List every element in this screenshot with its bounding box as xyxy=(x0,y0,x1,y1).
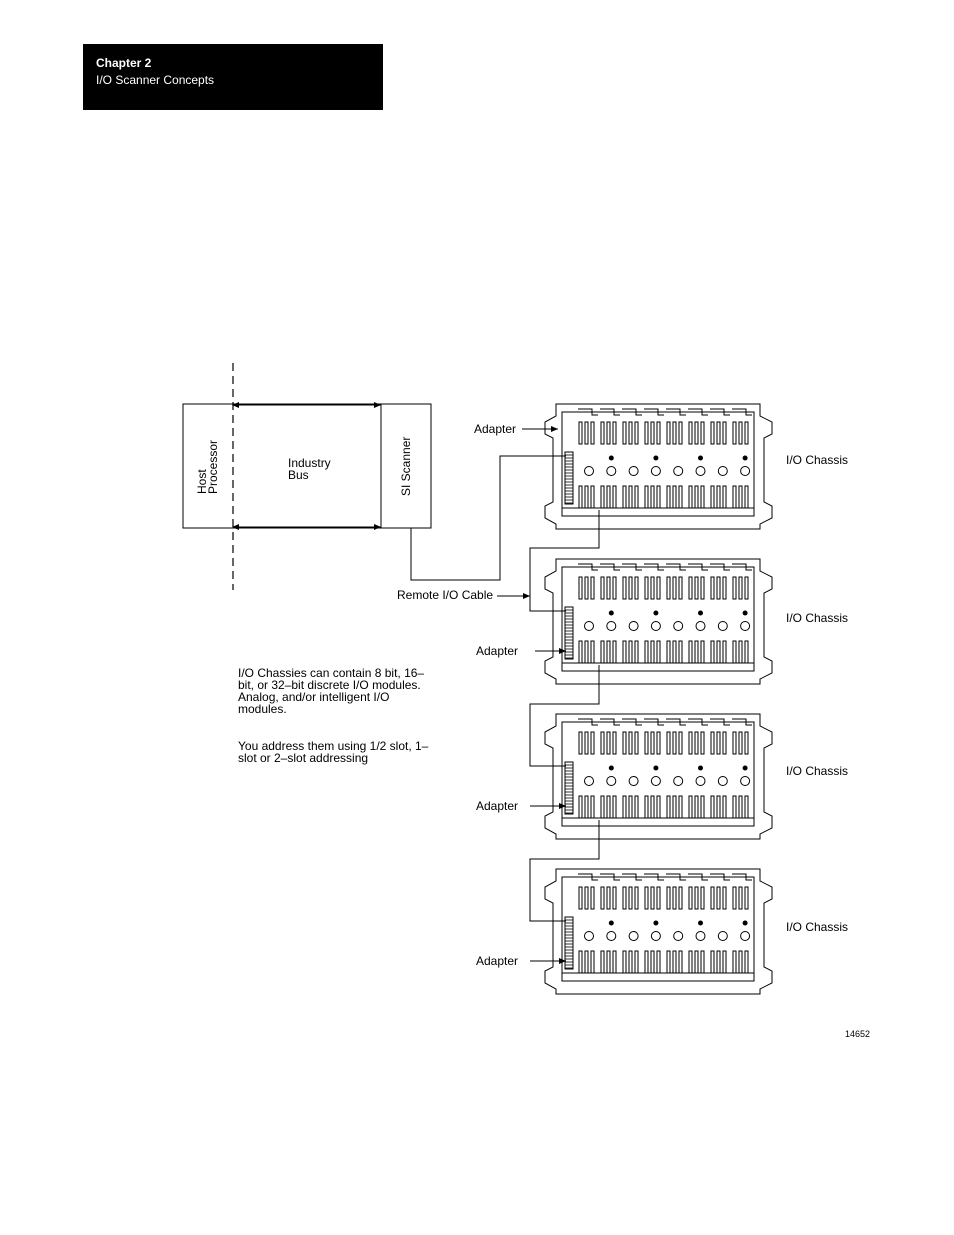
module-top-fin xyxy=(717,577,720,599)
module-top-fin xyxy=(613,887,616,909)
chapter-number: Chapter 2 xyxy=(96,56,152,70)
module-top-fin xyxy=(579,422,582,444)
module-top-fin xyxy=(667,422,670,444)
module-top-fin xyxy=(585,887,588,909)
module-top-fin xyxy=(739,887,742,909)
module-bottom-fin xyxy=(723,796,726,818)
module-indicator-dot xyxy=(698,766,703,771)
module-top-fin xyxy=(701,732,704,754)
module-bottom-fin xyxy=(717,951,720,973)
module-indicator-ring xyxy=(651,622,660,631)
module-bottom-fin xyxy=(645,641,648,663)
module-top-fin xyxy=(623,422,626,444)
module-top-fin xyxy=(701,887,704,909)
module-top-fin xyxy=(695,887,698,909)
module-bottom-fin xyxy=(717,641,720,663)
module-top-fin xyxy=(579,577,582,599)
module-top-fin xyxy=(689,577,692,599)
module-bottom-fin xyxy=(651,951,654,973)
module-top-fin xyxy=(733,422,736,444)
module-indicator-ring xyxy=(696,622,705,631)
processor-label: Processor xyxy=(206,439,220,494)
module-top-fin xyxy=(635,422,638,444)
module-bottom-fin xyxy=(635,641,638,663)
module-indicator-dot xyxy=(653,766,658,771)
module-top-fin xyxy=(657,887,660,909)
module-top-fin xyxy=(711,887,714,909)
module-top-fin xyxy=(591,887,594,909)
module-indicator-ring xyxy=(629,467,638,476)
module-indicator-ring xyxy=(607,932,616,941)
module-bottom-fin xyxy=(635,951,638,973)
module-bottom-fin xyxy=(591,951,594,973)
module-top-fin xyxy=(701,422,704,444)
adapter-label-4: Adapter xyxy=(476,954,519,968)
module-bottom-fin xyxy=(613,486,616,508)
module-bottom-fin xyxy=(711,641,714,663)
module-bottom-fin xyxy=(673,486,676,508)
module-bottom-fin xyxy=(585,641,588,663)
module-top-fin xyxy=(717,422,720,444)
module-top-fin xyxy=(645,887,648,909)
module-bottom-fin xyxy=(739,796,742,818)
module-top-fin xyxy=(601,577,604,599)
module-top-fin xyxy=(723,422,726,444)
module-bottom-fin xyxy=(607,641,610,663)
module-bottom-fin xyxy=(733,486,736,508)
module-bottom-fin xyxy=(623,641,626,663)
io-chassis-label-1: I/O Chassis xyxy=(786,453,849,467)
module-bottom-fin xyxy=(579,641,582,663)
io-chassis-label-2: I/O Chassis xyxy=(786,611,849,625)
adapter-label-3: Adapter xyxy=(476,799,519,813)
module-bottom-fin xyxy=(745,486,748,508)
module-bottom-fin xyxy=(613,951,616,973)
io-chassis-3 xyxy=(545,714,772,839)
module-top-fin xyxy=(645,577,648,599)
module-bottom-fin xyxy=(607,951,610,973)
module-indicator-ring xyxy=(651,777,660,786)
module-bottom-fin xyxy=(701,641,704,663)
adapter-connector xyxy=(565,917,573,969)
module-bottom-fin xyxy=(695,486,698,508)
module-top-fin xyxy=(579,732,582,754)
module-bottom-fin xyxy=(657,641,660,663)
module-indicator-ring xyxy=(585,467,594,476)
module-top-fin xyxy=(607,577,610,599)
module-bottom-fin xyxy=(591,486,594,508)
module-indicator-dot xyxy=(653,611,658,616)
module-top-fin xyxy=(723,732,726,754)
module-top-fin xyxy=(585,422,588,444)
module-top-fin xyxy=(679,422,682,444)
chain-link-3-4 xyxy=(530,820,599,921)
module-top-fin xyxy=(601,422,604,444)
module-bottom-fin xyxy=(733,641,736,663)
module-indicator-ring xyxy=(629,622,638,631)
module-indicator-dot xyxy=(653,921,658,926)
module-top-fin xyxy=(579,887,582,909)
module-bottom-fin xyxy=(739,641,742,663)
module-indicator-ring xyxy=(674,932,683,941)
module-top-fin xyxy=(745,577,748,599)
module-top-fin xyxy=(679,887,682,909)
module-indicator-ring xyxy=(741,777,750,786)
module-indicator-dot xyxy=(743,766,748,771)
module-indicator-dot xyxy=(609,766,614,771)
module-indicator-ring xyxy=(718,467,727,476)
module-bottom-fin xyxy=(667,951,670,973)
io-chassis-label-3: I/O Chassis xyxy=(786,764,849,778)
module-bottom-fin xyxy=(723,951,726,973)
module-top-fin xyxy=(689,887,692,909)
module-indicator-ring xyxy=(651,467,660,476)
module-top-fin xyxy=(695,577,698,599)
module-top-fin xyxy=(651,887,654,909)
module-bottom-fin xyxy=(607,796,610,818)
module-bottom-fin xyxy=(689,486,692,508)
module-bottom-fin xyxy=(645,951,648,973)
module-top-fin xyxy=(585,732,588,754)
module-bottom-fin xyxy=(579,951,582,973)
module-bottom-fin xyxy=(711,951,714,973)
module-indicator-ring xyxy=(607,777,616,786)
module-top-fin xyxy=(723,887,726,909)
module-bottom-fin xyxy=(601,486,604,508)
module-bottom-fin xyxy=(667,641,670,663)
module-bottom-fin xyxy=(679,641,682,663)
module-top-fin xyxy=(673,422,676,444)
module-bottom-fin xyxy=(673,951,676,973)
module-indicator-dot xyxy=(609,921,614,926)
module-bottom-fin xyxy=(613,796,616,818)
module-indicator-ring xyxy=(585,622,594,631)
module-top-fin xyxy=(739,577,742,599)
module-bottom-fin xyxy=(745,796,748,818)
module-top-fin xyxy=(657,732,660,754)
module-top-fin xyxy=(601,887,604,909)
module-indicator-ring xyxy=(696,932,705,941)
module-top-fin xyxy=(745,422,748,444)
module-bottom-fin xyxy=(689,641,692,663)
module-bottom-fin xyxy=(739,951,742,973)
module-bottom-fin xyxy=(601,641,604,663)
module-bottom-fin xyxy=(579,486,582,508)
module-bottom-fin xyxy=(733,796,736,818)
module-top-fin xyxy=(667,732,670,754)
module-top-fin xyxy=(629,887,632,909)
module-indicator-ring xyxy=(741,932,750,941)
module-top-fin xyxy=(711,422,714,444)
module-indicator-dot xyxy=(609,611,614,616)
module-top-fin xyxy=(739,422,742,444)
module-indicator-dot xyxy=(698,456,703,461)
module-bottom-fin xyxy=(629,486,632,508)
module-indicator-ring xyxy=(718,622,727,631)
module-bottom-fin xyxy=(635,486,638,508)
module-top-fin xyxy=(623,577,626,599)
module-bottom-fin xyxy=(695,951,698,973)
module-top-fin xyxy=(733,577,736,599)
module-top-fin xyxy=(645,732,648,754)
module-top-fin xyxy=(689,422,692,444)
module-bottom-fin xyxy=(733,951,736,973)
module-indicator-ring xyxy=(629,932,638,941)
module-bottom-fin xyxy=(673,796,676,818)
module-bottom-fin xyxy=(701,796,704,818)
module-bottom-fin xyxy=(673,641,676,663)
module-indicator-dot xyxy=(609,456,614,461)
module-top-fin xyxy=(629,577,632,599)
module-bottom-fin xyxy=(591,796,594,818)
module-indicator-ring xyxy=(629,777,638,786)
io-chassis-2 xyxy=(545,559,772,684)
module-bottom-fin xyxy=(657,796,660,818)
module-top-fin xyxy=(657,422,660,444)
module-indicator-dot xyxy=(653,456,658,461)
module-top-fin xyxy=(635,577,638,599)
remote-io-cable-label: Remote I/O Cable xyxy=(397,588,494,602)
module-top-fin xyxy=(739,732,742,754)
module-top-fin xyxy=(745,732,748,754)
industry-label: Industry xyxy=(288,456,331,470)
module-indicator-ring xyxy=(674,777,683,786)
chain-link-1-2 xyxy=(530,510,599,611)
module-bottom-fin xyxy=(679,796,682,818)
module-indicator-ring xyxy=(607,622,616,631)
module-bottom-fin xyxy=(585,951,588,973)
adapter-connector xyxy=(565,762,573,814)
module-top-fin xyxy=(645,422,648,444)
module-top-fin xyxy=(613,577,616,599)
module-top-fin xyxy=(733,887,736,909)
module-top-fin xyxy=(657,577,660,599)
module-top-fin xyxy=(607,422,610,444)
module-bottom-fin xyxy=(585,796,588,818)
io-chassis-1 xyxy=(545,404,772,529)
module-top-fin xyxy=(689,732,692,754)
module-top-fin xyxy=(673,732,676,754)
module-top-fin xyxy=(613,732,616,754)
module-bottom-fin xyxy=(695,796,698,818)
module-bottom-fin xyxy=(679,951,682,973)
module-indicator-ring xyxy=(651,932,660,941)
module-top-fin xyxy=(733,732,736,754)
module-bottom-fin xyxy=(651,796,654,818)
module-top-fin xyxy=(673,577,676,599)
module-bottom-fin xyxy=(629,641,632,663)
module-top-fin xyxy=(695,422,698,444)
module-bottom-fin xyxy=(657,486,660,508)
module-top-fin xyxy=(679,577,682,599)
module-indicator-ring xyxy=(696,777,705,786)
module-bottom-fin xyxy=(723,641,726,663)
module-bottom-fin xyxy=(607,486,610,508)
module-bottom-fin xyxy=(601,796,604,818)
module-top-fin xyxy=(711,732,714,754)
module-bottom-fin xyxy=(701,951,704,973)
module-top-fin xyxy=(629,422,632,444)
module-top-fin xyxy=(717,732,720,754)
module-top-fin xyxy=(695,732,698,754)
module-indicator-ring xyxy=(741,622,750,631)
module-bottom-fin xyxy=(645,486,648,508)
module-top-fin xyxy=(607,887,610,909)
chassis-note: I/O Chassies can contain 8 bit, 16–bit, or 32–bit discrete I/O modules. Analog, and/or intelligent I/O modules. xyxy=(238,666,425,716)
module-indicator-ring xyxy=(585,777,594,786)
module-top-fin xyxy=(667,887,670,909)
module-bottom-fin xyxy=(667,486,670,508)
module-bottom-fin xyxy=(711,796,714,818)
chapter-title: I/O Scanner Concepts xyxy=(96,73,215,87)
module-top-fin xyxy=(623,732,626,754)
module-top-fin xyxy=(673,887,676,909)
module-indicator-ring xyxy=(585,932,594,941)
module-bottom-fin xyxy=(579,796,582,818)
module-bottom-fin xyxy=(739,486,742,508)
module-bottom-fin xyxy=(717,796,720,818)
module-indicator-ring xyxy=(674,622,683,631)
module-bottom-fin xyxy=(623,951,626,973)
module-indicator-ring xyxy=(718,932,727,941)
module-bottom-fin xyxy=(689,951,692,973)
module-indicator-ring xyxy=(718,777,727,786)
module-top-fin xyxy=(651,732,654,754)
module-bottom-fin xyxy=(635,796,638,818)
module-top-fin xyxy=(591,577,594,599)
module-bottom-fin xyxy=(601,951,604,973)
module-bottom-fin xyxy=(701,486,704,508)
module-bottom-fin xyxy=(689,796,692,818)
module-bottom-fin xyxy=(613,641,616,663)
module-bottom-fin xyxy=(629,951,632,973)
chain-link-2-3 xyxy=(530,665,599,766)
module-indicator-ring xyxy=(741,467,750,476)
module-indicator-ring xyxy=(607,467,616,476)
module-bottom-fin xyxy=(745,641,748,663)
module-indicator-ring xyxy=(696,467,705,476)
module-top-fin xyxy=(717,887,720,909)
module-top-fin xyxy=(711,577,714,599)
module-top-fin xyxy=(601,732,604,754)
module-top-fin xyxy=(607,732,610,754)
figure-number: 14652 xyxy=(845,1029,871,1039)
module-top-fin xyxy=(651,577,654,599)
module-top-fin xyxy=(667,577,670,599)
module-indicator-dot xyxy=(743,456,748,461)
module-top-fin xyxy=(651,422,654,444)
bus-label: Bus xyxy=(288,468,309,482)
module-bottom-fin xyxy=(651,641,654,663)
module-bottom-fin xyxy=(667,796,670,818)
module-indicator-dot xyxy=(743,611,748,616)
si-scanner-label: SI Scanner xyxy=(399,436,413,496)
module-top-fin xyxy=(745,887,748,909)
io-chassis-group xyxy=(545,404,772,994)
adapter-connector xyxy=(565,607,573,659)
module-top-fin xyxy=(613,422,616,444)
module-top-fin xyxy=(585,577,588,599)
module-top-fin xyxy=(635,887,638,909)
module-top-fin xyxy=(635,732,638,754)
module-bottom-fin xyxy=(657,951,660,973)
module-bottom-fin xyxy=(711,486,714,508)
host-label: Host xyxy=(195,469,209,494)
io-chassis-label-4: I/O Chassis xyxy=(786,920,849,934)
module-bottom-fin xyxy=(745,951,748,973)
module-bottom-fin xyxy=(591,641,594,663)
module-top-fin xyxy=(679,732,682,754)
module-bottom-fin xyxy=(623,486,626,508)
module-bottom-fin xyxy=(651,486,654,508)
io-chassis-4 xyxy=(545,869,772,994)
adapter-label-2: Adapter xyxy=(476,644,519,658)
module-indicator-dot xyxy=(743,921,748,926)
remote-io-cable-trunk xyxy=(411,456,566,580)
module-indicator-dot xyxy=(698,921,703,926)
module-bottom-fin xyxy=(679,486,682,508)
module-top-fin xyxy=(701,577,704,599)
module-top-fin xyxy=(723,577,726,599)
module-top-fin xyxy=(591,422,594,444)
module-top-fin xyxy=(623,887,626,909)
module-indicator-ring xyxy=(674,467,683,476)
adapter-label-1: Adapter xyxy=(474,422,517,436)
module-bottom-fin xyxy=(645,796,648,818)
module-bottom-fin xyxy=(623,796,626,818)
module-top-fin xyxy=(629,732,632,754)
module-bottom-fin xyxy=(585,486,588,508)
module-top-fin xyxy=(591,732,594,754)
adapter-connector xyxy=(565,452,573,504)
addressing-note: You address them using 1/2 slot, 1–slot or 2–slot addressing xyxy=(238,739,429,765)
module-bottom-fin xyxy=(629,796,632,818)
module-bottom-fin xyxy=(723,486,726,508)
module-indicator-dot xyxy=(698,611,703,616)
module-bottom-fin xyxy=(717,486,720,508)
module-bottom-fin xyxy=(695,641,698,663)
